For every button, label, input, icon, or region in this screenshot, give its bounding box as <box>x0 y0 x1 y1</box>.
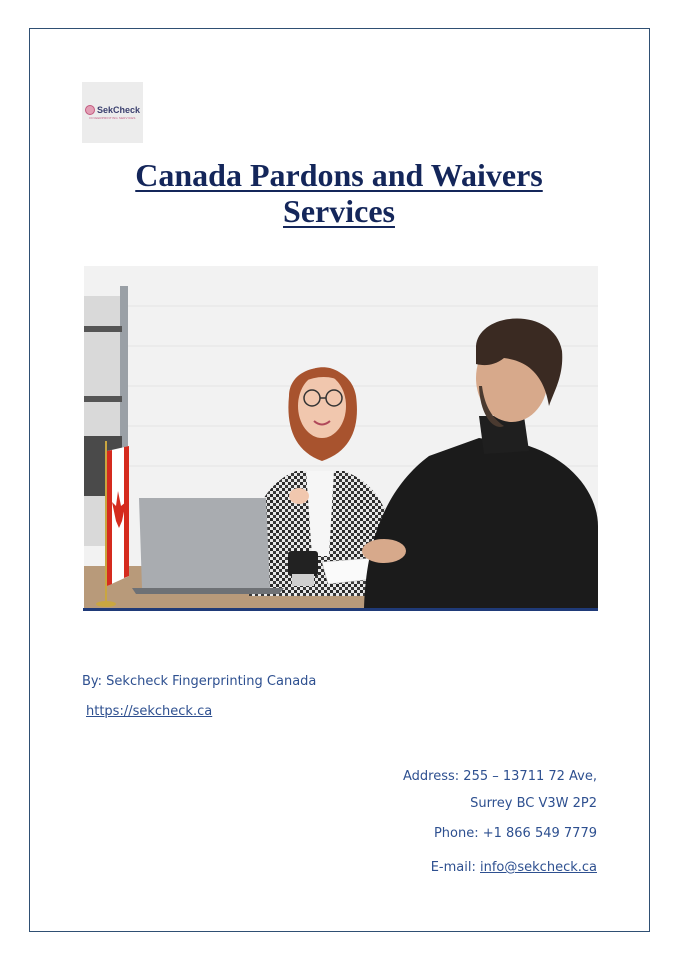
document-title <box>82 157 596 229</box>
email-line <box>431 860 597 875</box>
consultation-photo <box>84 266 598 608</box>
phone-number: Phone: +1 866 549 7779 <box>433 826 597 841</box>
sekcheck-logo <box>82 82 143 143</box>
email-link[interactable]: info@sekcheck.ca <box>480 860 597 875</box>
address-line-2: Surrey BC V3W 2P2 <box>470 796 597 811</box>
photo-underline-rule <box>83 608 598 611</box>
logo-tagline: FINGERPRINTING SERVICES <box>89 116 136 120</box>
title-line-2: Services <box>283 193 395 229</box>
address-line-1: Address: 255 – 13711 72 Ave, <box>403 769 597 784</box>
author-byline: By: Sekcheck Fingerprinting Canada <box>82 674 317 689</box>
website-link[interactable]: https://sekcheck.ca <box>86 704 213 719</box>
title-line-1: Canada Pardons and Waivers <box>135 157 543 193</box>
fingerprint-icon <box>85 105 95 115</box>
logo-name: SekCheck <box>96 105 141 115</box>
email-label: E-mail: <box>430 860 480 875</box>
